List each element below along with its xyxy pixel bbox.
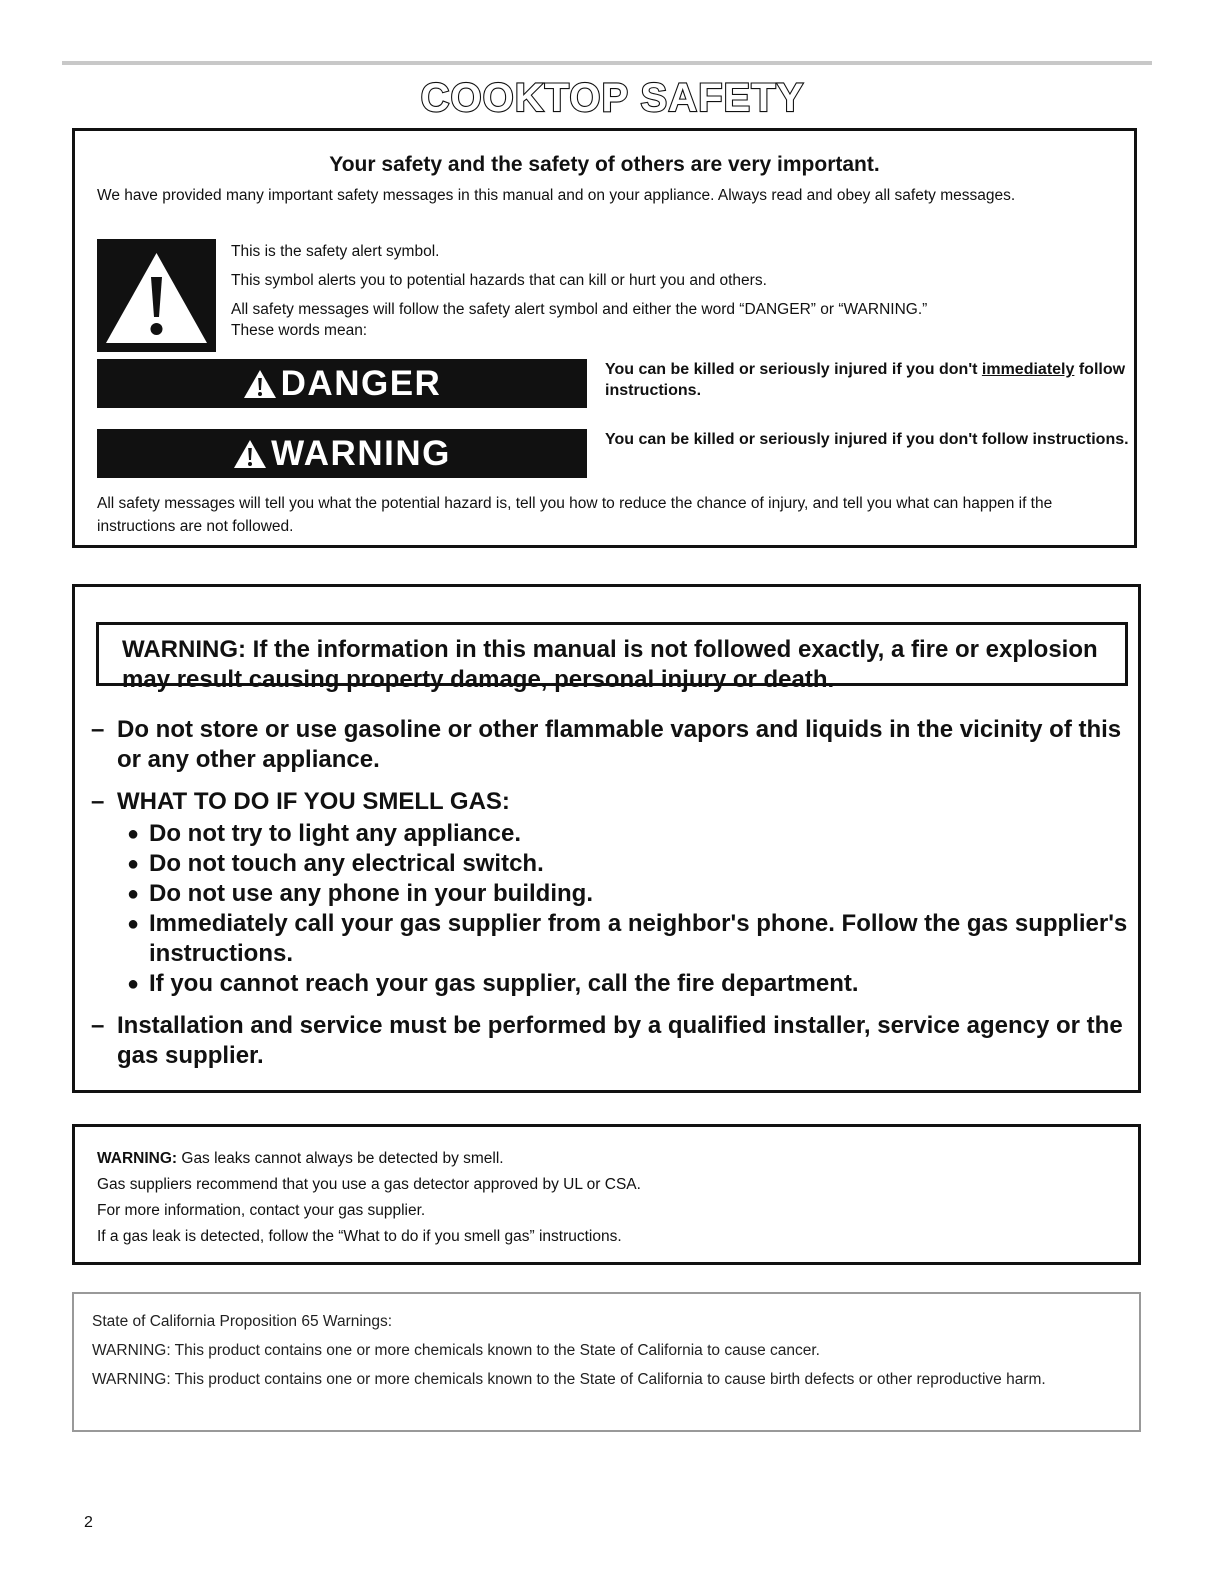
gas-warning-box (72, 584, 1141, 1093)
warning-label: WARNING (271, 433, 451, 473)
alert-line: All safety messages will follow the safety alert symbol and either the word “DANGER” or “WARNING.” (231, 301, 928, 318)
safety-alert-triangle-icon (97, 239, 216, 352)
bullet-text: Immediately call your gas supplier from a neighbor's phone. Follow the gas supplier's instructions. (149, 910, 1128, 967)
gas-instructions-list (91, 715, 1131, 1083)
danger-text-emphasis: immediately (981, 361, 1075, 378)
bullet-icon: ● (127, 853, 140, 875)
fire-explosion-warning: WARNING: If the information in this manual is not followed exactly, a fire or explosion may result causing property damage, personal injury or death. (122, 636, 1098, 693)
list-item (91, 715, 1131, 775)
bullet-icon: ● (127, 823, 140, 845)
warning-description: You can be killed or seriously injured if you don't follow instructions. (605, 431, 1129, 448)
gas-leak-line: For more information, contact your gas supplier. (97, 1202, 426, 1219)
alert-line: This is the safety alert symbol. (231, 243, 440, 260)
bullet-icon: ● (127, 913, 140, 935)
safety-info-box (72, 128, 1137, 548)
bullet-text: Do not touch any electrical switch. (149, 850, 544, 877)
alert-line: This symbol alerts you to potential hazards that can kill or hurt you and others. (231, 272, 767, 289)
bullet-icon: ● (127, 883, 140, 905)
list-item-text: Do not store or use gasoline or other flammable vapors and liquids in the vicinity of this or any other appliance. (117, 716, 1122, 773)
list-item-text: WHAT TO DO IF YOU SMELL GAS: (117, 788, 510, 815)
page-number: 2 (84, 1514, 93, 1531)
smell-gas-bullets (117, 819, 1131, 999)
gas-leak-line (97, 1146, 1097, 1172)
bullet-icon: ● (127, 973, 140, 995)
danger-text-part: You can be killed or seriously injured if you don't (605, 361, 982, 378)
prop65-box (72, 1292, 1141, 1432)
warning-alert-icon (233, 439, 267, 469)
danger-label: DANGER (280, 363, 442, 403)
list-item-text: Installation and service must be performed by a qualified installer, service agency or the gas supplier. (117, 1012, 1123, 1069)
gas-leak-line: If a gas leak is detected, follow the “What to do if you smell gas” instructions. (97, 1228, 622, 1245)
safety-intro: We have provided many important safety messages in this manual and on your appliance. Always read and obey all safety messages. (97, 187, 1016, 204)
gas-leak-line: Gas suppliers recommend that you use a gas detector approved by UL or CSA. (97, 1176, 641, 1193)
gas-leak-warning-label: WARNING: (97, 1150, 178, 1167)
bullet-item (127, 819, 1131, 849)
bullet-text: Do not use any phone in your building. (149, 880, 593, 907)
prop65-lines (92, 1312, 1122, 1399)
danger-description (605, 359, 1135, 401)
bullet-item (127, 909, 1131, 969)
alert-symbol-explanation (231, 243, 1111, 351)
bullet-item (127, 969, 1131, 999)
list-item (91, 787, 1131, 999)
prop65-line: WARNING: This product contains one or more chemicals known to the State of California to cause cancer. (92, 1342, 820, 1359)
fire-explosion-warning-frame (96, 622, 1128, 693)
top-divider (62, 61, 1152, 65)
gas-leak-box (72, 1124, 1141, 1265)
page-title: COOKTOP SAFETY (420, 76, 805, 120)
warning-signal-bar (97, 429, 587, 478)
dash-marker: – (91, 716, 105, 743)
safety-heading: Your safety and the safety of others are very important. (329, 153, 880, 176)
list-item (91, 1011, 1131, 1071)
bullet-text: If you cannot reach your gas supplier, call the fire department. (149, 970, 859, 997)
gas-leak-lines (97, 1146, 1097, 1250)
alert-line: These words mean: (231, 322, 368, 339)
danger-alert-icon (243, 369, 277, 399)
safety-outro: All safety messages will tell you what the potential hazard is, tell you how to reduce the chance of injury, and tell you what can happen if the instructions are not followed. (97, 495, 1053, 535)
prop65-heading: State of California Proposition 65 Warnings: (92, 1313, 393, 1330)
danger-text-part: follow instructions. (605, 361, 1126, 399)
bullet-item (127, 849, 1131, 879)
prop65-line: WARNING: This product contains one or more chemicals known to the State of California to cause birth defects or other reproductive harm. (92, 1371, 1046, 1388)
bullet-item (127, 879, 1131, 909)
danger-signal-bar (97, 359, 587, 408)
gas-leak-text: Gas leaks cannot always be detected by smell. (177, 1150, 504, 1167)
dash-marker: – (91, 788, 105, 815)
dash-marker: – (91, 1012, 105, 1039)
bullet-text: Do not try to light any appliance. (149, 820, 522, 847)
